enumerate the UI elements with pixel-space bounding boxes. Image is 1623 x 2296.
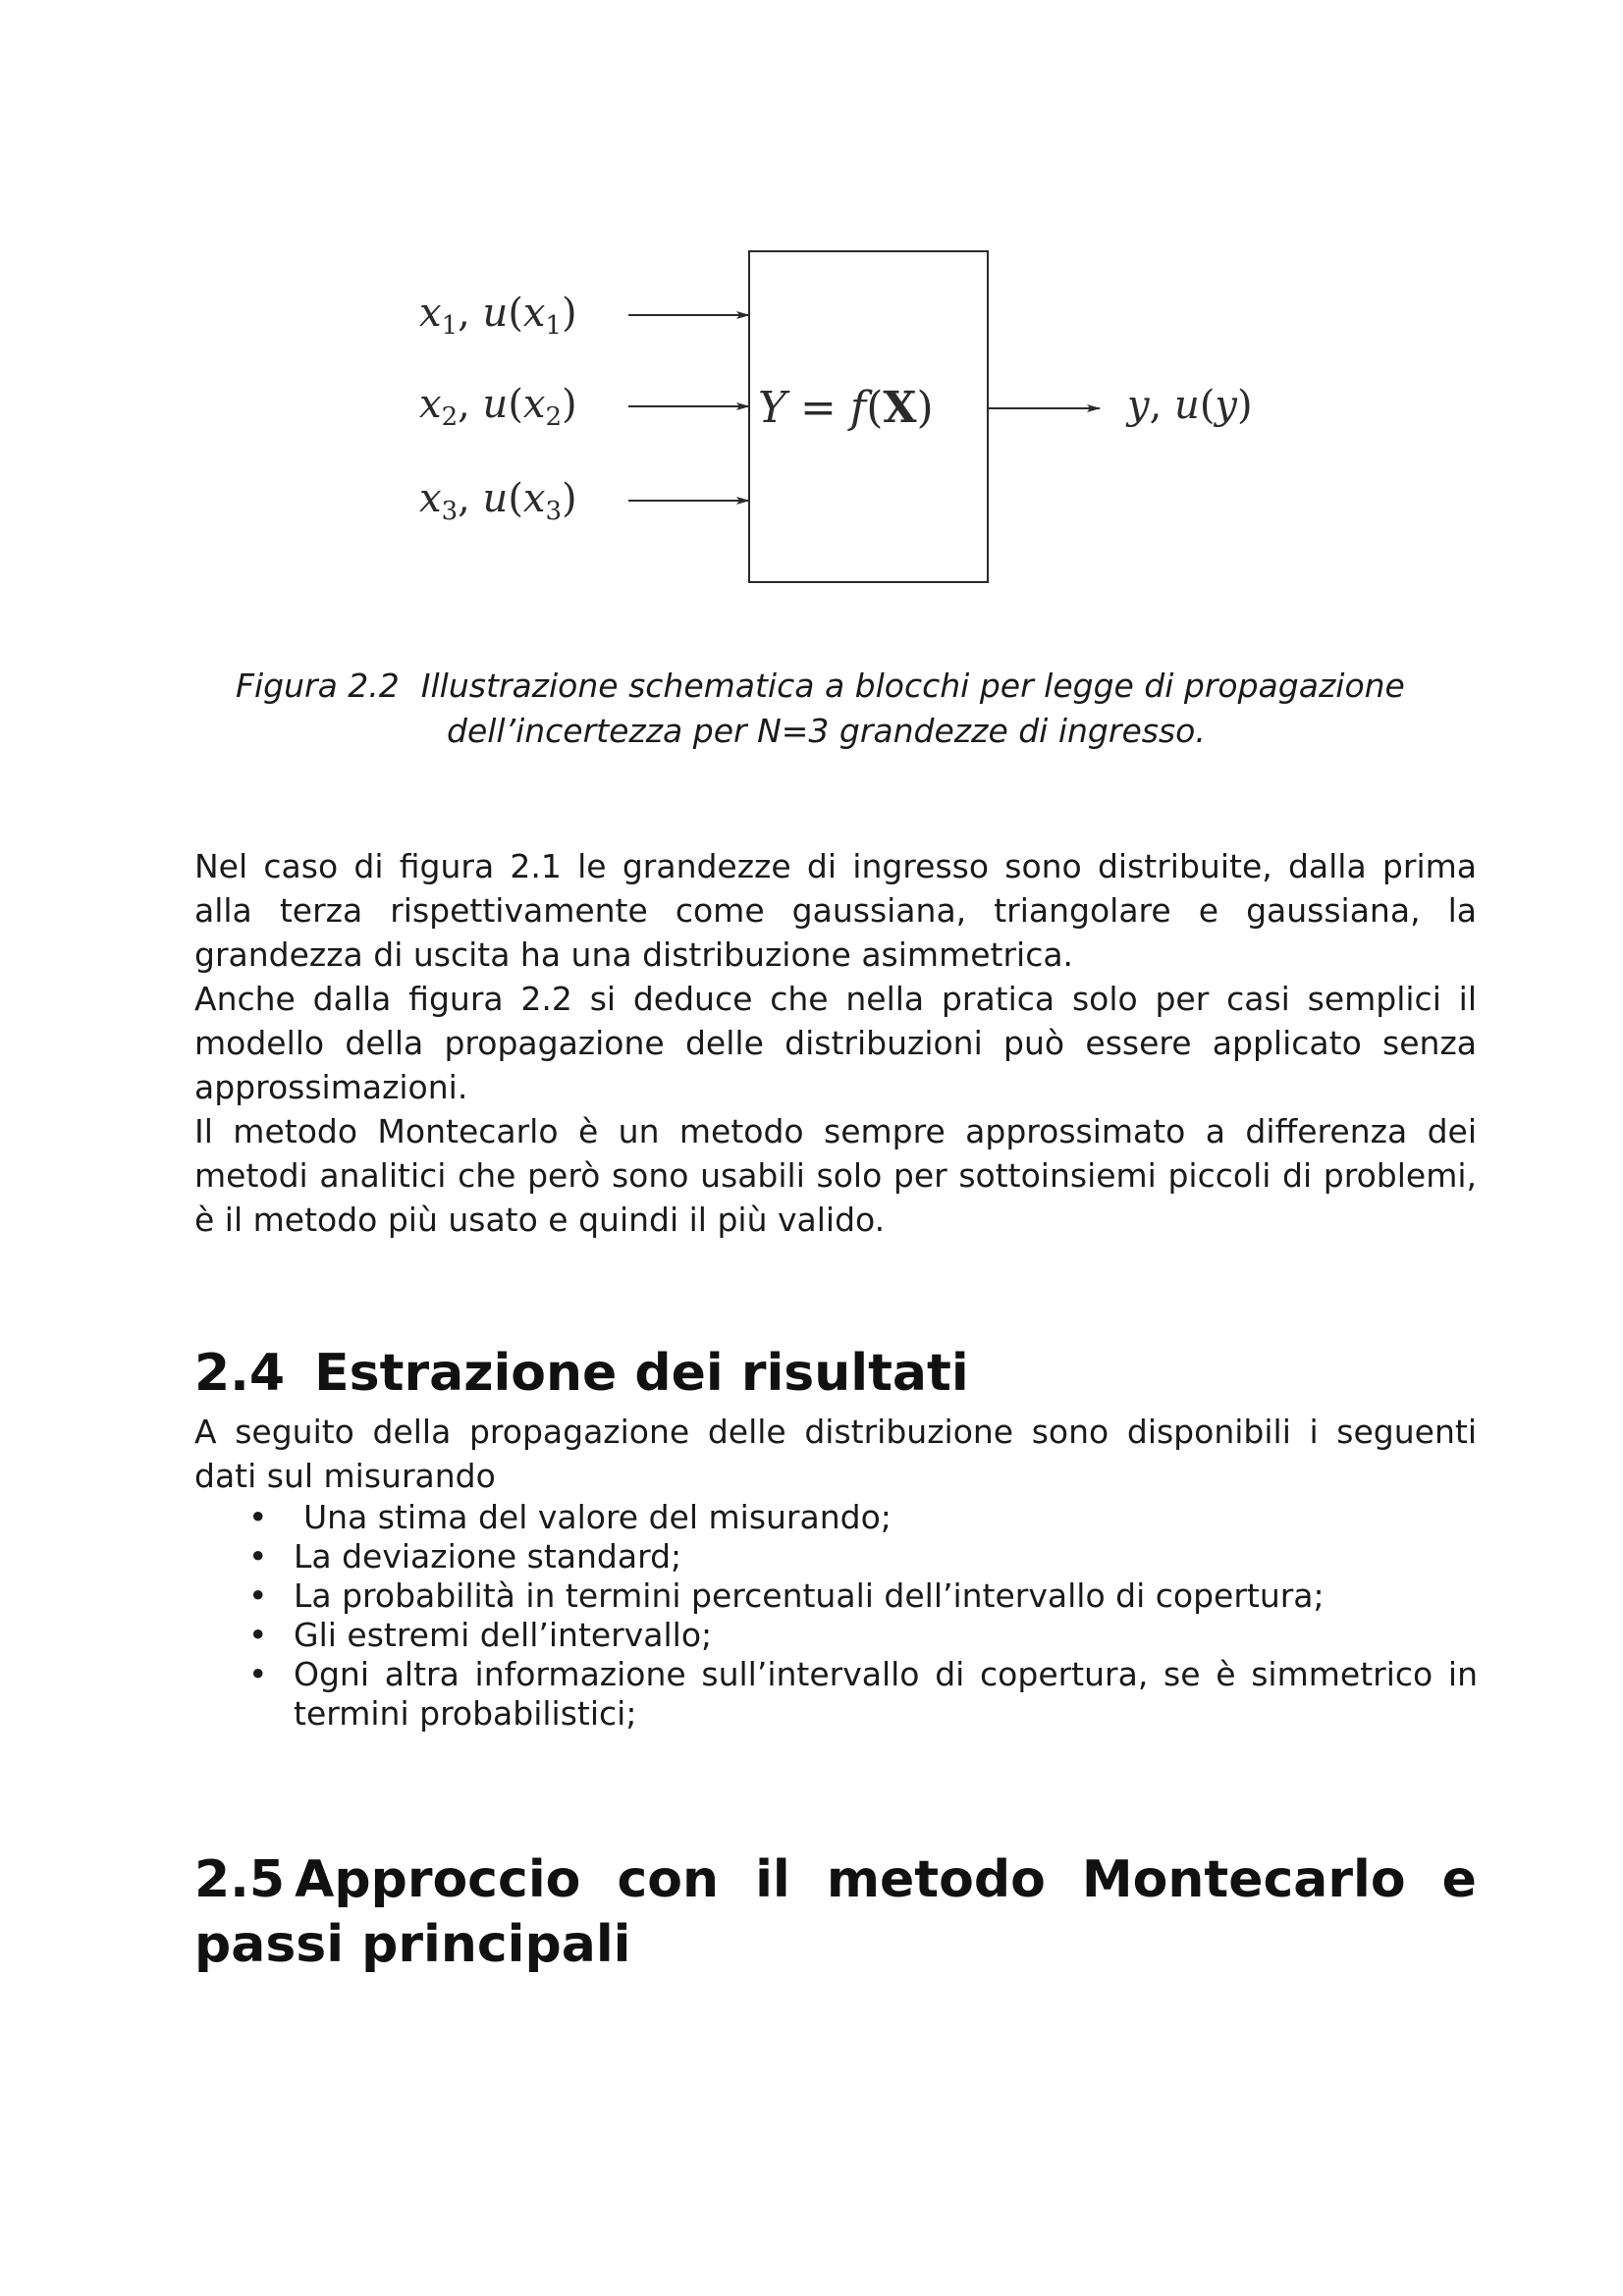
list-item	[241, 1498, 1478, 1537]
list-item	[241, 1655, 1478, 1734]
paragraph: Anche dalla figura 2.2 si deduce che nella pratica solo per casi semplici il modello della propagazione delle distribuzioni può essere applicato senza approssimazioni.	[194, 980, 1477, 1106]
bullet: •	[248, 1616, 268, 1654]
section-title-word	[194, 1847, 580, 1912]
bullet: •	[248, 1655, 268, 1693]
section-number: 2.5	[194, 1850, 286, 1909]
block-diagram	[393, 236, 1276, 599]
results-list	[241, 1498, 1478, 1734]
section-2-4-intro	[194, 1410, 1477, 1498]
section-number: 2.4	[194, 1344, 286, 1403]
paragraph: Nel caso di figura 2.1 le grandezze di ingresso sono distribuite, dalla prima alla terza rispettivamente come gaussiana, triangolare e gaussiana, la grandezza di uscita ha una distribuzione asimmetrica.	[194, 847, 1477, 974]
list-item-text: La probabilità in termini percentuali dell’intervallo di copertura;	[294, 1576, 1325, 1615]
input-label-2: $x_2$, $u(x_2)$	[419, 382, 577, 432]
output-label: y, u(y)	[1127, 383, 1253, 428]
paragraph: A seguito della propagazione delle distribuzione sono disponibili i seguenti dati sul misurando	[194, 1413, 1477, 1495]
section-heading-2-4	[194, 1341, 1481, 1406]
list-item-text: Ogni altra informazione sull’intervallo di copertura, se è simmetrico in termini probabilistici;	[294, 1655, 1478, 1733]
section-title-word: Montecarlo	[1081, 1850, 1406, 1909]
paragraph: Il metodo Montecarlo è un metodo sempre approssimato a differenza dei metodi analitici che però sono usabili solo per sottoinsiemi piccoli di problemi, è il metodo più usato e quindi il più valido.	[194, 1112, 1477, 1239]
function-label: Y = f(X)	[758, 383, 934, 433]
list-item-text: Gli estremi dell’intervallo;	[294, 1616, 713, 1654]
section-title-word-text: Approccio	[295, 1850, 581, 1909]
section-title-line-2: passi principali	[194, 1915, 631, 1974]
bullet: •	[248, 1537, 268, 1575]
bullet: •	[248, 1498, 268, 1536]
list-item	[241, 1537, 1478, 1576]
body-paragraphs	[194, 844, 1477, 1242]
section-title: Estrazione dei risultati	[314, 1344, 969, 1403]
caption-number: Figura 2.2	[236, 667, 400, 705]
section-heading-2-5	[194, 1847, 1481, 1977]
list-item-text: Una stima del valore del misurando;	[303, 1498, 892, 1536]
figure-2-2	[393, 236, 1276, 599]
input-label-3: $x_3$, $u(x_3)$	[419, 476, 577, 526]
list-item	[241, 1616, 1478, 1655]
caption-line-2: dell’incertezza per N=3 grandezze di ingresso.	[447, 712, 1206, 750]
section-title-word: il	[755, 1850, 790, 1909]
section-title-word: e	[1441, 1850, 1477, 1909]
section-title-word: con	[617, 1850, 720, 1909]
list-item	[241, 1576, 1478, 1616]
caption-text-1: Illustrazione schematica a blocchi per legge di propagazione	[420, 667, 1405, 705]
section-title-line-1	[194, 1847, 1477, 1912]
list-item-text: La deviazione standard;	[294, 1537, 682, 1575]
caption-line-1	[191, 664, 1458, 709]
section-title-word: metodo	[826, 1850, 1046, 1909]
figure-caption	[191, 664, 1458, 754]
input-label-1: $x_1$, $u(x_1)$	[419, 291, 577, 341]
bullet: •	[248, 1576, 268, 1615]
